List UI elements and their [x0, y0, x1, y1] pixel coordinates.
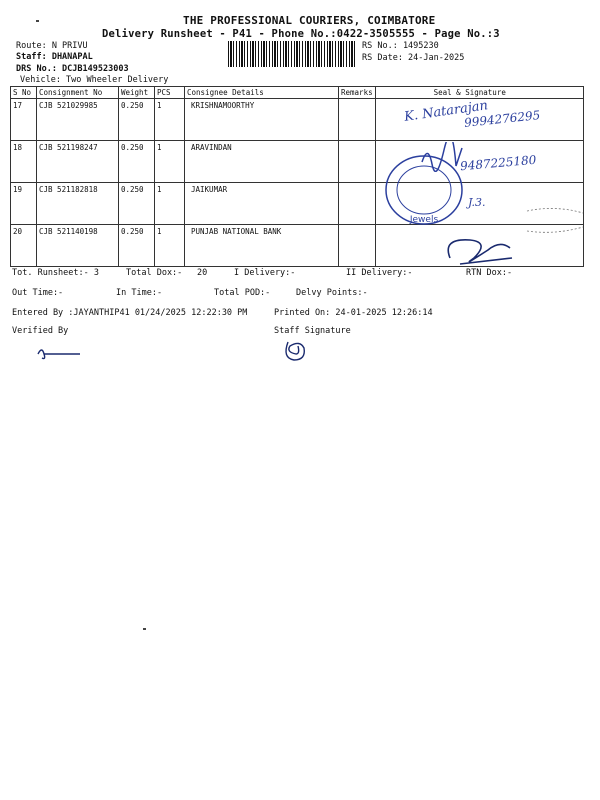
cell-sno: 20 — [11, 225, 37, 267]
stray-mark-top — [36, 20, 39, 22]
cell-sno: 17 — [11, 99, 37, 141]
cell-pcs: 1 — [155, 99, 185, 141]
cell-remarks — [339, 141, 376, 183]
tot-runsheet: Tot. Runsheet:- 3 — [12, 268, 99, 278]
cell-consignment: CJB 521182818 — [37, 183, 119, 225]
drs-number: DRS No.: DCJB149523003 — [16, 64, 129, 74]
col-header-pcs: PCS — [155, 87, 185, 99]
out-time: Out Time:- — [12, 288, 64, 298]
stray-mark-bottom — [143, 628, 146, 630]
ii-delivery: II Delivery:- — [346, 268, 413, 278]
col-header-remarks: Remarks — [339, 87, 376, 99]
cell-consignee: JAIKUMAR — [185, 183, 339, 225]
col-header-weight: Weight — [119, 87, 155, 99]
signature-scribble-row-18 — [418, 142, 468, 172]
route-label: Route: N PRIVU — [16, 41, 88, 51]
cell-weight: 0.250 — [119, 183, 155, 225]
cell-weight: 0.250 — [119, 225, 155, 267]
cell-weight: 0.250 — [119, 99, 155, 141]
in-time: In Time:- — [116, 288, 163, 298]
staff-signature-mark — [280, 338, 310, 364]
signature-row-17: K. Natarajan — [403, 98, 489, 125]
total-pod: Total POD:- — [214, 288, 271, 298]
rtn-dox: RTN Dox:- — [466, 268, 513, 278]
cell-sno: 19 — [11, 183, 37, 225]
printed-on: Printed On: 24-01-2025 12:26:14 — [274, 308, 433, 318]
rs-date: RS Date: 24-Jan-2025 — [362, 53, 465, 63]
cell-consignee: KRISHNAMOORTHY — [185, 99, 339, 141]
company-title: THE PROFESSIONAL COURIERS, COIMBATORE — [183, 14, 436, 27]
phone-row-17: 9994276295 — [463, 108, 541, 130]
cell-remarks — [339, 225, 376, 267]
phone-row-18: 9487225180 — [459, 152, 537, 174]
signature-scribble-row-20 — [440, 228, 520, 270]
cell-consignment: CJB 521198247 — [37, 141, 119, 183]
stamp-text: Jewels — [409, 215, 439, 225]
cell-pcs: 1 — [155, 183, 185, 225]
cell-consignment: CJB 521140198 — [37, 225, 119, 267]
entered-by: Entered By :JAYANTHIP41 01/24/2025 12:22:30 PM — [12, 308, 248, 318]
cell-consignee: PUNJAB NATIONAL BANK — [185, 225, 339, 267]
cell-remarks — [339, 99, 376, 141]
verified-by: Verified By — [12, 326, 69, 336]
runsheet-subtitle: Delivery Runsheet - P41 - Phone No.:0422-3505555 - Page No.:3 — [102, 28, 500, 40]
cell-pcs: 1 — [155, 225, 185, 267]
dashed-mark — [525, 205, 585, 235]
signature-row-19: J.3. — [468, 196, 486, 209]
cell-consignee: ARAVINDAN — [185, 141, 339, 183]
staff-label: Staff: DHANAPAL — [16, 52, 93, 62]
table-header-row — [11, 87, 584, 99]
barcode — [228, 41, 356, 67]
delvy-points: Delvy Points:- — [296, 288, 368, 298]
rs-number: RS No.: 1495230 — [362, 41, 439, 51]
cell-sno: 18 — [11, 141, 37, 183]
col-header-consignment: Consignment No — [37, 87, 119, 99]
i-delivery: I Delivery:- — [234, 268, 296, 278]
cell-remarks — [339, 183, 376, 225]
total-dox-value: 20 — [197, 268, 208, 278]
cell-consignment: CJB 521029985 — [37, 99, 119, 141]
col-header-consignee: Consignee Details — [185, 87, 339, 99]
cell-weight: 0.250 — [119, 141, 155, 183]
staff-signature-label: Staff Signature — [274, 326, 351, 336]
table-row — [11, 183, 584, 225]
verified-signature — [34, 344, 84, 364]
cell-pcs: 1 — [155, 141, 185, 183]
col-header-seal-signature: Seal & Signature — [375, 87, 583, 99]
total-dox-label: Total Dox:- — [126, 268, 183, 278]
vehicle-label: Vehicle: Two Wheeler Delivery — [20, 75, 169, 85]
col-header-sno: S No — [11, 87, 37, 99]
